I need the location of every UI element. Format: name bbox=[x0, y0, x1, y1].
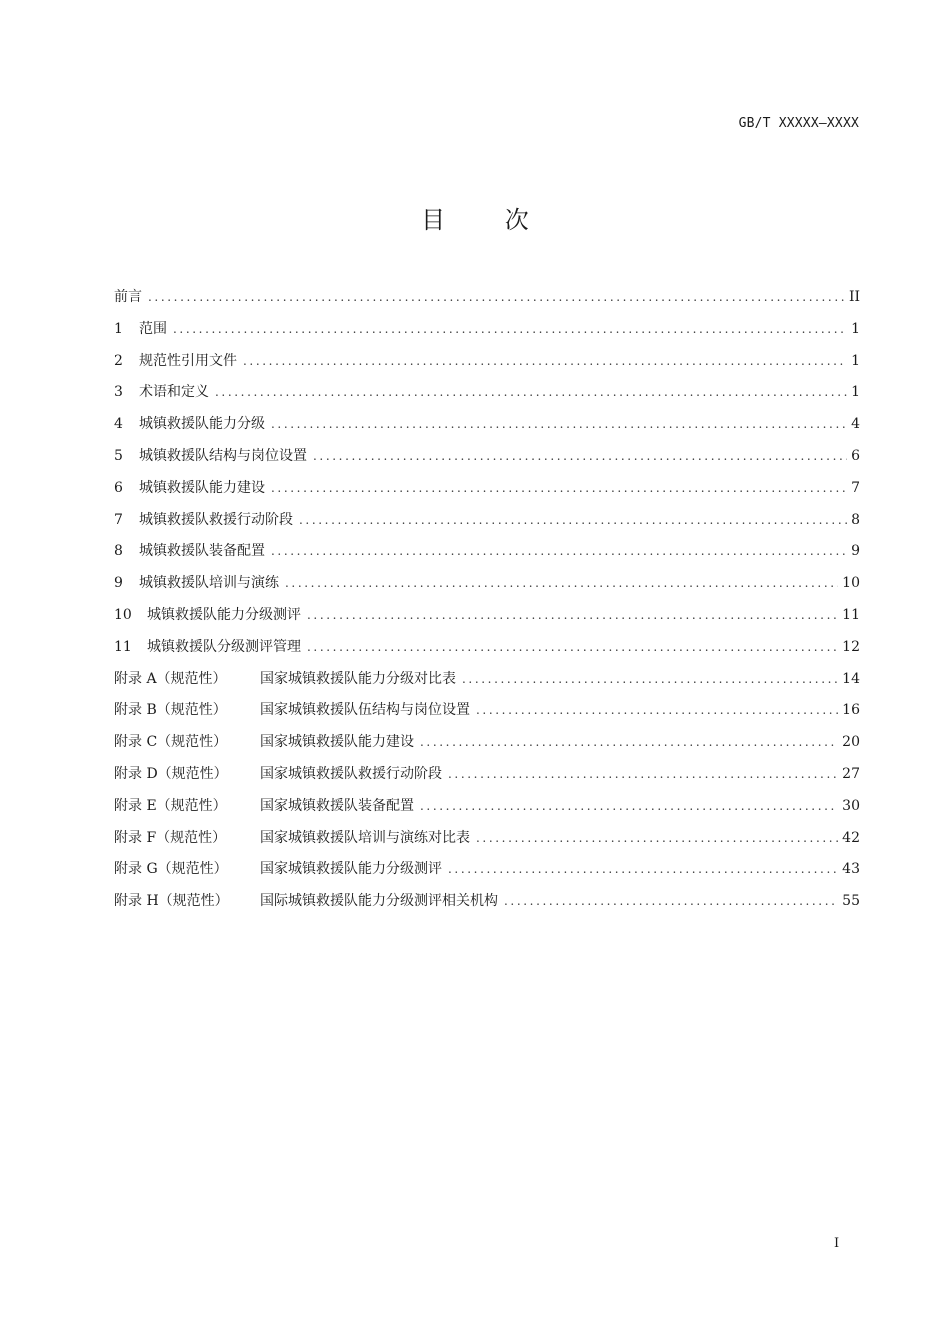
toc-entry-page: 1 bbox=[851, 352, 860, 369]
toc-entry-page: 12 bbox=[842, 638, 860, 655]
toc-entry[interactable] bbox=[114, 731, 860, 763]
toc-entry[interactable] bbox=[114, 445, 860, 477]
toc-entry-page: 43 bbox=[842, 861, 860, 878]
toc-entry[interactable] bbox=[114, 636, 860, 668]
dot-leader bbox=[271, 481, 847, 495]
toc-entry-label: 城镇救援队能力分级测评 bbox=[147, 606, 301, 623]
toc-entry-page: 1 bbox=[851, 384, 860, 401]
toc-entry[interactable] bbox=[114, 572, 860, 604]
toc-entry-number: 4 bbox=[114, 416, 123, 433]
toc-entry[interactable] bbox=[114, 858, 860, 890]
toc-entry-page: 55 bbox=[842, 893, 860, 910]
toc-entry-label: 国家城镇救援队能力建设 bbox=[260, 734, 414, 751]
toc-entry[interactable] bbox=[114, 477, 860, 509]
toc-entry-number: 附录 C（规范性） bbox=[114, 734, 228, 751]
dot-leader bbox=[243, 354, 847, 368]
toc-entry-label: 范围 bbox=[139, 320, 167, 337]
toc-entry-number: 5 bbox=[114, 447, 123, 464]
toc-entry[interactable] bbox=[114, 509, 860, 541]
toc-entry-number: 附录 D（规范性） bbox=[114, 765, 228, 782]
toc-entry[interactable] bbox=[114, 890, 860, 922]
dot-leader bbox=[173, 322, 847, 336]
toc-entry-number: 8 bbox=[114, 543, 123, 560]
toc-entry[interactable] bbox=[114, 604, 860, 636]
toc-entry-label: 国际城镇救援队能力分级测评相关机构 bbox=[260, 893, 498, 910]
toc-entry-page: 20 bbox=[842, 734, 860, 751]
toc-entry-label: 国家城镇救援队装备配置 bbox=[260, 797, 414, 814]
toc-entry-label: 国家城镇救援队能力分级对比表 bbox=[260, 670, 456, 687]
toc-entry-number: 9 bbox=[114, 575, 123, 592]
toc-entry-page: 7 bbox=[851, 479, 860, 496]
dot-leader bbox=[271, 417, 847, 431]
toc-entry-page: 27 bbox=[842, 765, 860, 782]
toc-entry-number: 附录 F（规范性） bbox=[114, 829, 227, 846]
toc-entry-page: 8 bbox=[851, 511, 860, 528]
toc-entry-page: 14 bbox=[842, 670, 860, 687]
toc-entry-number: 附录 A（规范性） bbox=[114, 670, 227, 687]
toc-entry-page: 9 bbox=[851, 543, 860, 560]
toc-entry[interactable] bbox=[114, 827, 860, 859]
toc-entry[interactable] bbox=[114, 381, 860, 413]
standard-code: GB/T XXXXX—XXXX bbox=[738, 116, 859, 131]
dot-leader bbox=[299, 513, 847, 527]
dot-leader bbox=[476, 703, 838, 717]
toc-entry-label: 国家城镇救援队伍结构与岗位设置 bbox=[260, 702, 470, 719]
dot-leader bbox=[420, 735, 838, 749]
dot-leader bbox=[448, 862, 838, 876]
toc-entry-label: 规范性引用文件 bbox=[139, 352, 237, 369]
toc-entry-page: 4 bbox=[851, 416, 860, 433]
toc-entry-number: 附录 B（规范性） bbox=[114, 702, 227, 719]
dot-leader bbox=[462, 672, 838, 686]
toc-entry-label: 国家城镇救援队培训与演练对比表 bbox=[260, 829, 470, 846]
toc-entry-page: 11 bbox=[842, 606, 860, 623]
toc-entry-number: 2 bbox=[114, 352, 123, 369]
toc-entry-label: 前言 bbox=[114, 289, 142, 305]
page-title: 目 次 bbox=[421, 206, 555, 234]
toc-entry-number: 11 bbox=[114, 638, 132, 655]
toc-entry-label: 城镇救援队结构与岗位设置 bbox=[139, 447, 307, 464]
toc-entry-label: 城镇救援队能力分级 bbox=[139, 416, 265, 433]
table-of-contents bbox=[114, 286, 860, 922]
dot-leader bbox=[504, 894, 838, 908]
toc-entry-number: 附录 G（规范性） bbox=[114, 861, 228, 878]
toc-entry-number: 6 bbox=[114, 479, 123, 496]
toc-entry[interactable] bbox=[114, 795, 860, 827]
toc-entry-page: 10 bbox=[842, 575, 860, 592]
toc-entry-label: 术语和定义 bbox=[139, 384, 209, 401]
toc-entry-page: 16 bbox=[842, 702, 860, 719]
dot-leader bbox=[420, 799, 838, 813]
toc-entry-page: 42 bbox=[842, 829, 860, 846]
toc-entry-page: 6 bbox=[851, 447, 860, 464]
toc-entry[interactable] bbox=[114, 763, 860, 795]
toc-entry-label: 城镇救援队装备配置 bbox=[139, 543, 265, 560]
toc-entry[interactable] bbox=[114, 413, 860, 445]
toc-entry[interactable] bbox=[114, 699, 860, 731]
toc-entry-page: II bbox=[848, 289, 860, 305]
toc-entry-label: 城镇救援队救援行动阶段 bbox=[139, 511, 293, 528]
toc-entry[interactable] bbox=[114, 350, 860, 382]
toc-entry-label: 国家城镇救援队能力分级测评 bbox=[260, 861, 442, 878]
toc-entry-page: 1 bbox=[851, 320, 860, 337]
toc-entry-label: 城镇救援队培训与演练 bbox=[139, 575, 279, 592]
toc-entry-page: 30 bbox=[842, 797, 860, 814]
toc-entry-number: 1 bbox=[114, 320, 123, 337]
toc-entry[interactable] bbox=[114, 318, 860, 350]
dot-leader bbox=[476, 831, 838, 845]
toc-entry-label: 国家城镇救援队救援行动阶段 bbox=[260, 765, 442, 782]
dot-leader bbox=[448, 767, 838, 781]
dot-leader bbox=[307, 640, 838, 654]
toc-entry-label: 城镇救援队能力建设 bbox=[139, 479, 265, 496]
page-number: I bbox=[834, 1236, 840, 1251]
toc-entry-number: 附录 H（规范性） bbox=[114, 893, 229, 910]
toc-entry-number: 10 bbox=[114, 606, 132, 623]
toc-entry-label: 城镇救援队分级测评管理 bbox=[147, 638, 301, 655]
toc-entry[interactable] bbox=[114, 540, 860, 572]
dot-leader bbox=[215, 385, 847, 399]
dot-leader bbox=[313, 449, 847, 463]
dot-leader bbox=[307, 608, 838, 622]
toc-entry[interactable] bbox=[114, 668, 860, 700]
toc-entry-number: 附录 E（规范性） bbox=[114, 797, 227, 814]
toc-entry-number: 3 bbox=[114, 384, 123, 401]
toc-entry[interactable] bbox=[114, 286, 860, 318]
dot-leader bbox=[148, 290, 845, 304]
dot-leader bbox=[285, 576, 838, 590]
toc-entry-number: 7 bbox=[114, 511, 123, 528]
dot-leader bbox=[271, 544, 847, 558]
